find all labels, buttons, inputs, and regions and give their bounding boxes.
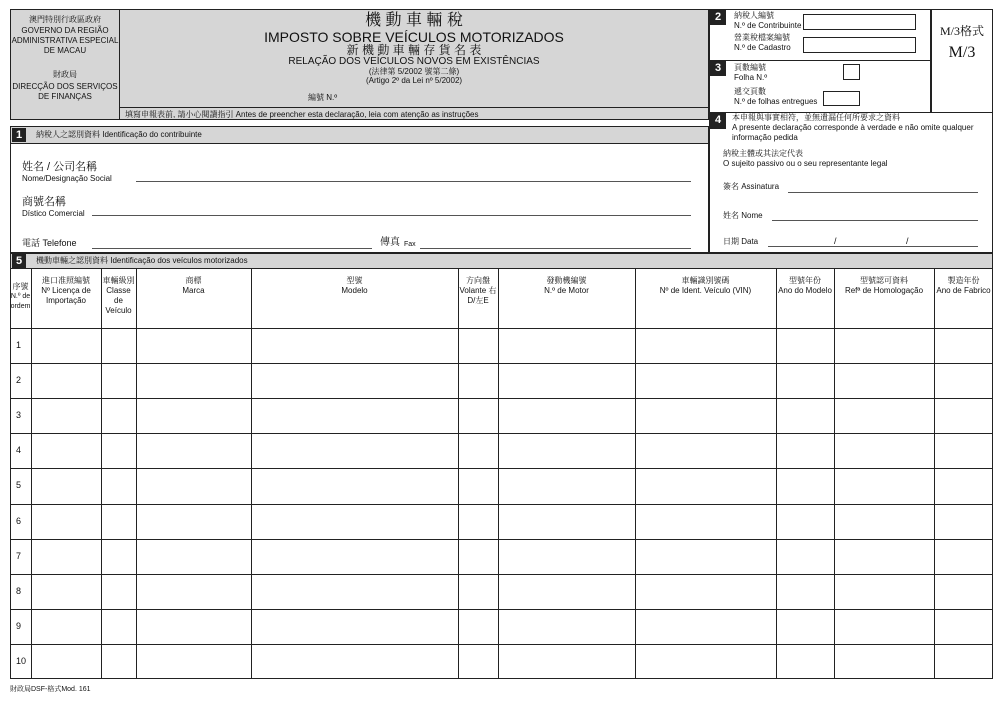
entregues-label-pt: N.º de folhas entregues bbox=[734, 97, 818, 106]
row-number: 4 bbox=[16, 445, 22, 455]
column-header-pt: Refª de Homologação bbox=[844, 286, 924, 295]
folha-label-pt: Folha N.º bbox=[734, 73, 768, 82]
section-4-number: 4 bbox=[710, 113, 726, 129]
declaration-zh: 本申報與事實相符，並無遺漏任何所要求之資料 bbox=[732, 113, 900, 122]
representative-zh: 納稅主體或其法定代表 bbox=[723, 149, 803, 158]
org-name-zh: 澳門特別行政區政府 bbox=[29, 15, 101, 24]
date-slash-1: / bbox=[834, 236, 837, 246]
column-header bbox=[136, 276, 251, 296]
fax-label-zh: 傳真 bbox=[380, 237, 400, 248]
column-header-zh: 型號年份 bbox=[789, 276, 821, 285]
section-5-title: 機動車輛之認別資料 Identificação dos veículos motorizados bbox=[36, 256, 248, 265]
section-2-number: 2 bbox=[710, 10, 726, 25]
column-header-zh: 序號 bbox=[12, 282, 29, 291]
row-number: 6 bbox=[16, 516, 22, 526]
column-header-zh: 車輛識別號碼 bbox=[681, 276, 730, 285]
fax-field[interactable] bbox=[420, 248, 691, 249]
law-pt: (Artigo 2º da Lei nº 5/2002) bbox=[365, 76, 463, 85]
column-header-zh: 型號認可資料 bbox=[860, 276, 908, 285]
column-header-pt: Modelo bbox=[341, 286, 368, 295]
title-pt: IMPOSTO SOBRE VEÍCULOS MOTORIZADOS bbox=[264, 29, 564, 45]
date-slash-2: / bbox=[906, 236, 909, 246]
column-header-zh: 方向盤 bbox=[466, 276, 490, 285]
section-1-number: 1 bbox=[12, 128, 26, 142]
contrib-label-pt: N.º de Contribuinte bbox=[734, 21, 802, 30]
column-header-pt: Nº de Ident. Veículo (VIN) bbox=[659, 286, 752, 295]
column-header-zh: 製造年份 bbox=[947, 276, 980, 285]
folha-number-field[interactable] bbox=[843, 64, 860, 80]
phone-label: 電話 Telefone bbox=[22, 238, 77, 248]
folha-label-zh: 頁數編號 bbox=[734, 63, 766, 72]
column-header-pt: Marca bbox=[182, 286, 205, 295]
distico-label-pt: Dístico Comercial bbox=[22, 209, 85, 218]
row-number: 10 bbox=[16, 656, 27, 666]
column-header-pt: N.º de ordem bbox=[10, 293, 31, 310]
fax-label-pt: Fax bbox=[404, 241, 416, 248]
row-number: 8 bbox=[16, 586, 22, 596]
column-header bbox=[31, 276, 101, 306]
org-name-pt-2: ADMINISTRATIVA ESPECIAL bbox=[11, 36, 119, 45]
table-row[interactable] bbox=[10, 539, 993, 574]
contrib-number-field[interactable] bbox=[803, 14, 916, 30]
cadastro-label-zh: 營業稅檔案編號 bbox=[734, 33, 790, 42]
law-zh: (法律第 5/2002 號第二條) bbox=[368, 67, 460, 76]
row-number: 3 bbox=[16, 410, 22, 420]
signature-field[interactable] bbox=[788, 192, 978, 193]
table-row[interactable] bbox=[10, 398, 993, 433]
subtitle-zh: 新 機 動 車 輛 存 貨 名 表 bbox=[346, 43, 482, 57]
column-header-zh: 型號 bbox=[346, 276, 363, 285]
column-header bbox=[776, 276, 834, 296]
declaration-pt-2: informação pedida bbox=[732, 133, 798, 142]
section-1-header-divider bbox=[10, 143, 709, 144]
form-code: 財政局DSF-格式Mod. 161 bbox=[10, 686, 91, 693]
table-row[interactable] bbox=[10, 433, 993, 468]
title-zh: 機 動 車 輛 稅 bbox=[365, 12, 463, 29]
distico-label-zh: 商號名稱 bbox=[22, 196, 66, 208]
table-row[interactable] bbox=[10, 504, 993, 539]
column-header bbox=[934, 276, 993, 296]
subtitle-pt: RELAÇÃO DOS VEÍCULOS NOVOS EM EXISTÊNCIAS bbox=[288, 56, 540, 67]
column-header-pt: N.º de Motor bbox=[544, 286, 589, 295]
entregues-label-zh: 遞交頁數 bbox=[734, 87, 766, 96]
table-row[interactable] bbox=[10, 328, 993, 363]
column-header-pt: Ano do Modelo bbox=[778, 286, 832, 295]
section-3-divider bbox=[709, 60, 931, 61]
section-1-block bbox=[10, 126, 709, 253]
column-header bbox=[498, 276, 635, 296]
column-header-pt: Ano de Fabrico bbox=[936, 286, 991, 295]
row-number: 2 bbox=[16, 375, 22, 385]
column-header-pt: Classe de Veículo bbox=[105, 286, 132, 315]
name-label-pt: Nome/Designação Social bbox=[22, 174, 112, 183]
dept-name-pt-1: DIRECÇÃO DOS SERVIÇOS bbox=[12, 82, 118, 91]
table-row[interactable] bbox=[10, 468, 993, 503]
contrib-label-zh: 納稅人編號 bbox=[734, 11, 774, 20]
column-header-zh: 進口准照編號 bbox=[42, 276, 90, 285]
phone-field[interactable] bbox=[92, 248, 372, 249]
dept-name-pt-2: DE FINANÇAS bbox=[38, 92, 92, 101]
representative-pt: O sujeito passivo ou o seu representante legal bbox=[723, 159, 888, 168]
table-row[interactable] bbox=[10, 644, 993, 679]
instructions-text: 填寫申報表前, 請小心閱讀指引 Antes de preencher esta declaração, leia com atenção as instruções bbox=[125, 110, 479, 119]
rep-name-field[interactable] bbox=[772, 220, 978, 221]
instructions-divider bbox=[119, 107, 709, 108]
column-header bbox=[635, 276, 776, 296]
table-row[interactable] bbox=[10, 574, 993, 609]
cadastro-label-pt: N.º de Cadastro bbox=[734, 43, 791, 52]
section-1-title: 納稅人之認別資料 Identificação do contribuinte bbox=[36, 130, 202, 139]
table-row[interactable] bbox=[10, 609, 993, 644]
section-5-header-divider bbox=[10, 268, 993, 269]
number-label: 編號 N.º bbox=[308, 93, 338, 102]
column-header-zh: 車輛級別 bbox=[102, 276, 135, 285]
column-header bbox=[834, 276, 934, 296]
column-header-pt: Nº Licença de Importação bbox=[41, 286, 91, 305]
column-header bbox=[101, 276, 136, 316]
signature-label: 簽名 Assinatura bbox=[723, 182, 780, 191]
entregues-number-field[interactable] bbox=[823, 91, 860, 106]
org-name-pt-3: DE MACAU bbox=[43, 46, 87, 55]
declaration-pt-1: A presente declaração corresponde à verdade e não omite qualquer bbox=[732, 123, 974, 132]
model-zh: M/3格式 bbox=[939, 24, 984, 38]
distico-field[interactable] bbox=[92, 215, 691, 216]
table-row[interactable] bbox=[10, 363, 993, 398]
row-number: 9 bbox=[16, 621, 22, 631]
org-name-pt-1: GOVERNO DA REGIÃO bbox=[21, 26, 109, 35]
date-label: 日期 Data bbox=[723, 237, 759, 246]
row-number: 1 bbox=[16, 340, 22, 350]
column-header-pt: Volante 右D/左E bbox=[459, 286, 497, 305]
model-pt: M/3 bbox=[948, 44, 976, 61]
section-5-number: 5 bbox=[12, 254, 26, 268]
date-field[interactable] bbox=[768, 246, 978, 247]
cadastro-number-field[interactable] bbox=[803, 37, 916, 53]
dept-name-zh: 財政局 bbox=[53, 70, 77, 79]
name-field[interactable] bbox=[136, 181, 691, 182]
column-header-zh: 發動機編號 bbox=[546, 276, 587, 285]
column-header-zh: 商標 bbox=[185, 276, 202, 285]
row-number: 5 bbox=[16, 480, 22, 490]
section-3-number: 3 bbox=[710, 61, 726, 76]
row-number: 7 bbox=[16, 551, 22, 561]
name-label-zh: 姓名 / 公司名稱 bbox=[22, 161, 98, 173]
column-header bbox=[251, 276, 458, 296]
column-header bbox=[458, 276, 498, 306]
rep-name-label: 姓名 Nome bbox=[723, 211, 763, 220]
column-header bbox=[10, 282, 31, 312]
